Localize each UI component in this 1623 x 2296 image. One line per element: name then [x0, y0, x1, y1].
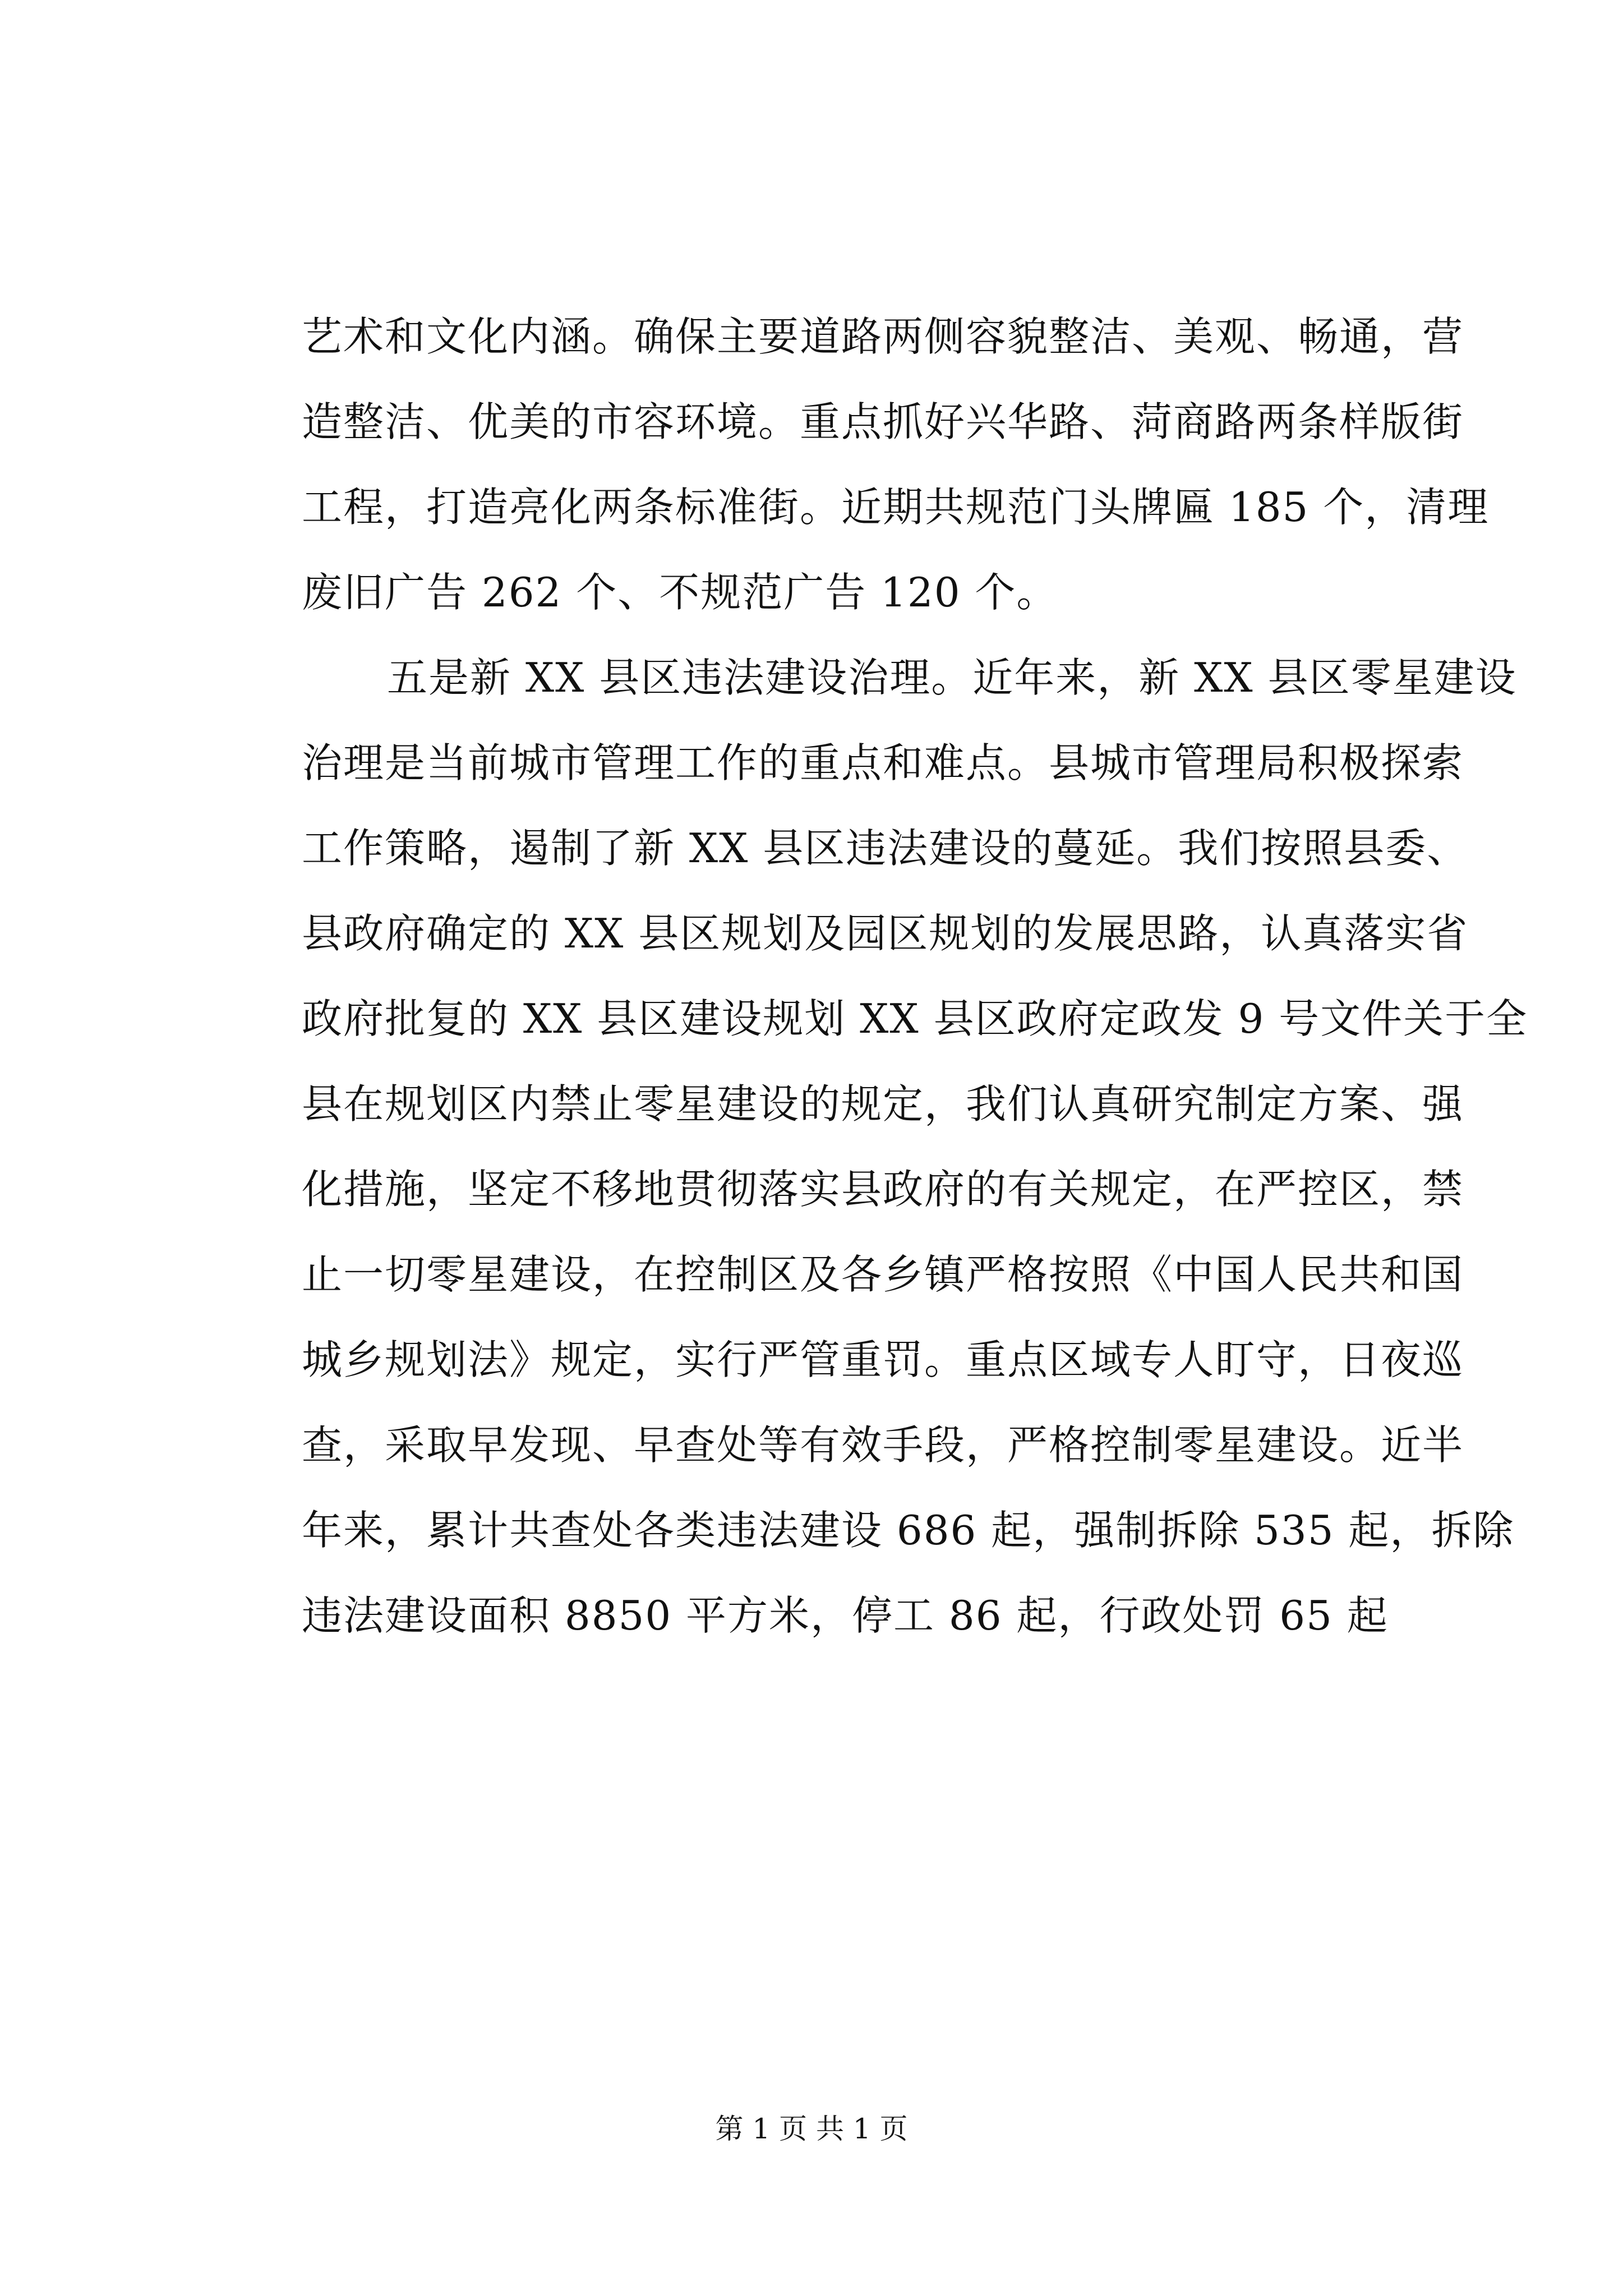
- text-line: 止一切零星建设，在控制区及各乡镇严格按照《中国人民共和国: [302, 1251, 1464, 1298]
- text-line: 工程，打造亮化两条标准街。近期共规范门头牌匾 185 个，清理: [302, 484, 1490, 531]
- text-line: 废旧广告 262 个、不规范广告 120 个。: [302, 569, 1058, 616]
- text-line: 查，采取早发现、早查处等有效手段，严格控制零星建设。近半: [302, 1421, 1464, 1469]
- text-line: 艺术和文化内涵。确保主要道路两侧容貌整洁、美观、畅通，营: [302, 313, 1464, 360]
- text-line: 造整洁、优美的市容环境。重点抓好兴华路、菏商路两条样版街: [302, 398, 1464, 445]
- text-line: 城乡规划法》规定，实行严管重罚。重点区域专人盯守，日夜巡: [302, 1336, 1464, 1383]
- text-line: 化措施，坚定不移地贯彻落实县政府的有关规定，在严控区，禁: [302, 1166, 1464, 1213]
- text-line: 年来，累计共查处各类违法建设 686 起，强制拆除 535 起，拆除: [302, 1507, 1515, 1554]
- text-line: 违法建设面积 8850 平方米，停工 86 起，行政处罚 65 起: [302, 1592, 1389, 1639]
- text-line: 政府批复的 XX 县区建设规划 XX 县区政府定政发 9 号文件关于全: [302, 995, 1528, 1042]
- page-number-footer: 第 1 页 共 1 页: [715, 2113, 908, 2145]
- text-line: 县政府确定的 XX 县区规划及园区规划的发展思路，认真落实省: [302, 910, 1469, 957]
- text-line: 五是新 XX 县区违法建设治理。近年来，新 XX 县区零星建设: [387, 654, 1517, 701]
- text-line: 工作策略，遏制了新 XX 县区违法建设的蔓延。我们按照县委、: [302, 825, 1469, 872]
- text-line: 治理是当前城市管理工作的重点和难点。县城市管理局积极探索: [302, 739, 1464, 786]
- text-line: 县在规划区内禁止零星建设的规定，我们认真研究制定方案、强: [302, 1080, 1464, 1128]
